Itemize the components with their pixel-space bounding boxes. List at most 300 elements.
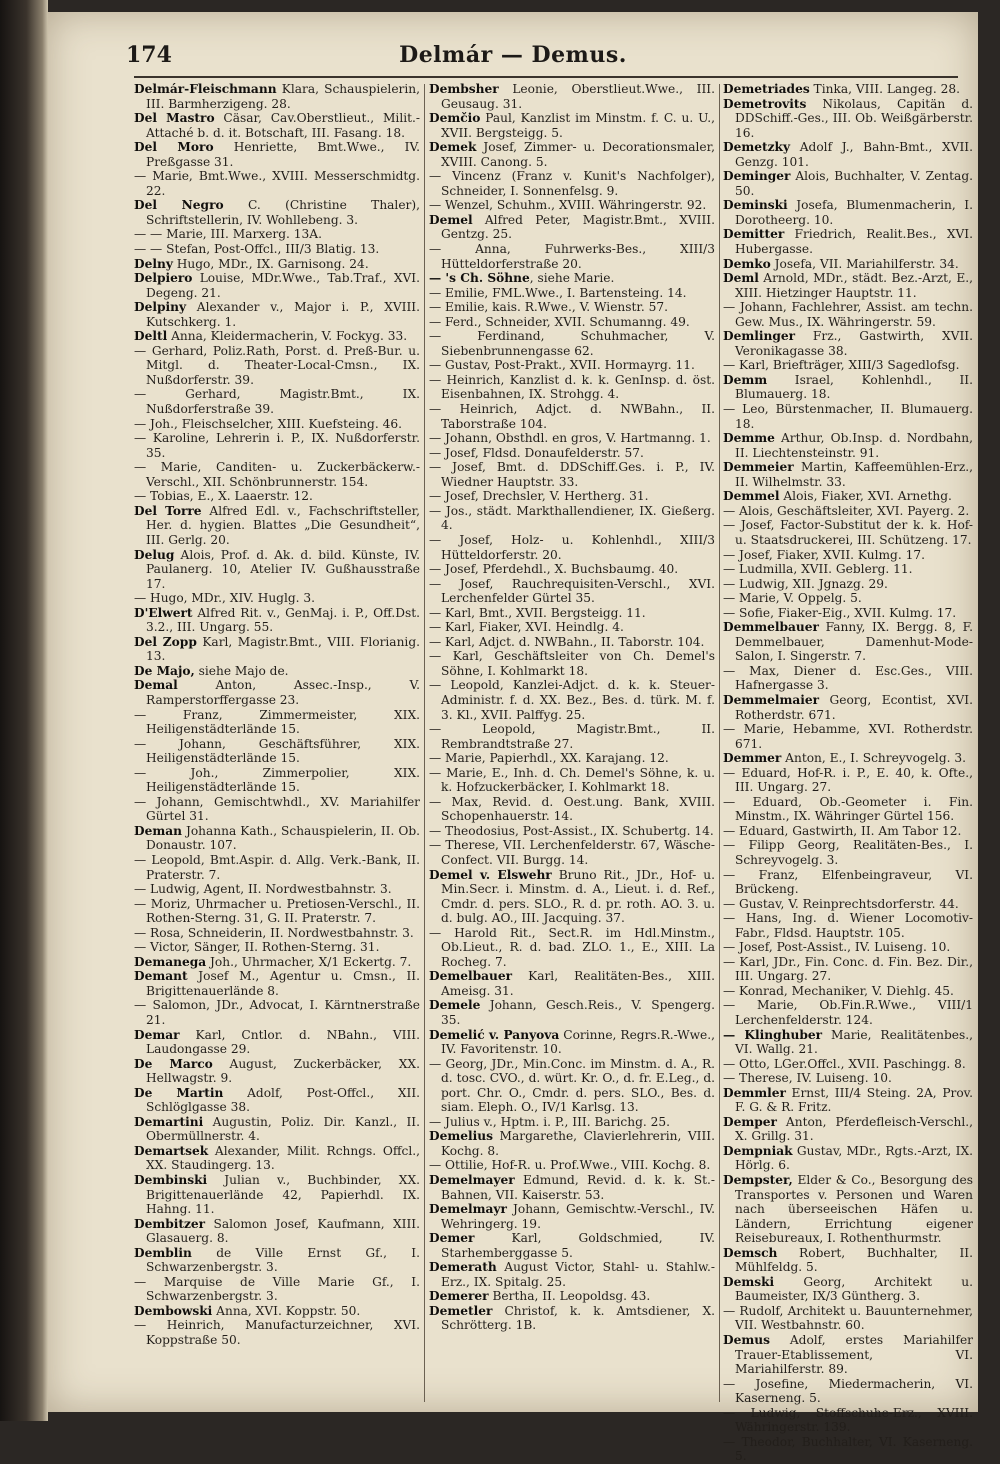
entry-details: — Josef, Holz- u. Kohlenhdl., XIII/3 Hütteldorferstr. 20.	[429, 532, 715, 562]
directory-entry	[723, 1377, 973, 1406]
directory-entry	[723, 664, 973, 693]
entry-details: — Gustav, V. Reinprechtsdorferstr. 44.	[723, 896, 959, 911]
directory-entry	[429, 329, 715, 358]
entry-details: — Eduard, Hof-R. i. P., E. 40, k. Ofte., III. Ungarg. 27.	[723, 765, 973, 795]
entry-surname: Del Negro	[134, 198, 224, 213]
directory-entry	[723, 722, 973, 751]
directory-entry	[134, 1144, 420, 1173]
entry-details: Henriette, Bmt.Wwe., IV. Preßgasse 31.	[146, 140, 420, 169]
directory-entry	[134, 1028, 420, 1057]
directory-entry	[134, 766, 420, 795]
entry-details: — Theodosius, Post-Assist., IX. Schubertg. 14.	[429, 823, 714, 838]
entry-details: Leonie, Oberstlieut.Wwe., III. Geusaug. 31.	[441, 82, 715, 111]
entry-details: Alexander v., Major i. P., XVIII. Kutschkerg. 1.	[146, 300, 420, 329]
entry-details: Anna, XVI. Koppstr. 50.	[212, 1303, 361, 1318]
entry-details: Frz., Gastwirth, XVII. Veronikagasse 38.	[735, 329, 973, 358]
entry-details: — Rudolf, Architekt u. Bauunternehmer, VII. Westbahnstr. 60.	[723, 1303, 973, 1333]
directory-entry	[134, 897, 420, 926]
entry-details: — Filipp Georg, Realitäten-Bes., I. Schreyvogelg. 3.	[723, 838, 973, 867]
entry-surname: Demetzky	[723, 140, 791, 155]
entry-details: — Julius v., Hptm. i. P., III. Barichg. 25.	[429, 1114, 671, 1129]
entry-details: — Karl, Bmt., XVII. Bergsteigg. 11.	[429, 605, 646, 620]
book-spine	[0, 0, 48, 1421]
entry-details: — Otto, LGer.Offcl., XVII. Paschingg. 8.	[723, 1056, 966, 1071]
entry-surname: Demlinger	[723, 329, 796, 344]
entry-details: — Victor, Sänger, II. Rothen-Sterng. 31.	[134, 940, 380, 955]
directory-entry	[134, 169, 420, 198]
directory-entry	[429, 562, 715, 577]
directory-entry	[429, 1173, 715, 1202]
directory-entry	[723, 1173, 973, 1246]
entry-details: — Leopold, Bmt.Aspir. d. Allg. Verk.-Bank, II. Praterstr. 7.	[134, 852, 420, 882]
directory-entry	[723, 140, 973, 169]
entry-details: — Theodor, Buchhalter, VI. Kaserneng. 5.	[723, 1434, 973, 1464]
entry-surname: Demal	[134, 678, 178, 693]
directory-entry	[723, 257, 973, 272]
entry-details: — Jos., städt. Markthallendiener, IX. Gießerg. 4.	[429, 503, 715, 533]
directory-entry	[134, 242, 420, 257]
directory-entry	[429, 722, 715, 751]
directory-entry	[134, 678, 420, 707]
entry-details: Johann, Gesch.Reis., V. Spengerg. 35.	[441, 998, 715, 1027]
entry-surname: Demerer	[429, 1289, 489, 1304]
directory-entry	[429, 460, 715, 489]
entry-details: — Eduard, Gastwirth, II. Am Tabor 12.	[723, 823, 962, 838]
directory-entry	[723, 620, 973, 664]
directory-entry	[429, 577, 715, 606]
entry-details: Bruno Rit., JDr., Hof- u. Min.Secr. i. Minstm. d. A., Lieut. i. d. Ref., Cmdr. d. pers. SLO., R. d. pr. roth. AO. 3. u. d. bulg. AO., III. Jacquing. 37.	[441, 867, 715, 926]
entry-details: Karl, Realitäten-Bes., XIII. Ameisg. 31.	[441, 969, 715, 998]
entry-details: Marie, Realitätenbes., VI. Wallg. 21.	[735, 1027, 973, 1057]
entry-surname: Delmár-Fleischmann	[134, 82, 277, 96]
entry-details: Israel, Kohlenhdl., II. Blumauerg. 18.	[735, 372, 973, 402]
directory-entry	[723, 198, 973, 227]
directory-entry	[723, 693, 973, 722]
entry-surname: Demmel	[723, 489, 780, 504]
entry-details: Anton, Assec.-Insp., V. Ramperstorffergasse 23.	[146, 678, 420, 707]
directory-entry	[723, 97, 973, 141]
entry-surname: Deminski	[723, 198, 788, 213]
entry-details: — Joh., Zimmerpolier, XIX. Heiligenstädterlände 15.	[134, 765, 420, 795]
entry-details: Adolf, Post-Offcl., XII. Schlöglgasse 38.	[146, 1085, 421, 1115]
entry-details: — Marie, V. Oppelg. 5.	[723, 591, 862, 606]
directory-entry	[134, 969, 420, 998]
directory-entry	[429, 649, 715, 678]
directory-column-1	[134, 82, 420, 1402]
entry-details: Elder & Co., Besorgung des Transportes v. Personen und Waren nach überseeischen Häfen u. Ländern, Errichtung eigener Reisebureaux, I. Rothenthurmstr.	[735, 1173, 973, 1246]
directory-entry	[429, 111, 715, 140]
entry-surname: Demm	[723, 372, 768, 387]
directory-entry	[134, 635, 420, 664]
directory-entry	[723, 329, 973, 358]
directory-entry	[134, 504, 420, 548]
directory-entry	[723, 518, 973, 547]
entry-details: — Marie, Hebamme, XVI. Rotherdstr. 671.	[723, 722, 973, 751]
directory-entry	[723, 897, 973, 912]
entry-surname: Demmler	[723, 1085, 786, 1100]
entry-details: — Marie, Canditen- u. Zuckerbäckerw.-Verschl., XII. Schönbrunnerstr. 154.	[134, 460, 420, 489]
entry-surname: Demelić v. Panyova	[429, 1027, 560, 1042]
directory-entry	[429, 1202, 715, 1231]
entry-details: siehe Majo de.	[194, 663, 289, 678]
entry-surname: Dembowski	[134, 1303, 213, 1318]
entry-details: — Karl, Geschäftsleiter von Ch. Demel's Söhne, I. Kohlmarkt 18.	[429, 649, 715, 678]
entry-surname: Demitter	[723, 227, 785, 242]
entry-details: Hugo, MDr., IX. Garnisong. 24.	[172, 256, 369, 271]
directory-entry	[134, 940, 420, 955]
entry-details: Anton, Pferdefleisch-Verschl., X. Grillg. 31.	[735, 1114, 973, 1144]
entry-surname: De Majo,	[134, 663, 195, 678]
directory-entry	[723, 1057, 973, 1072]
directory-entry	[134, 344, 420, 388]
entry-surname: Demer	[429, 1231, 475, 1246]
directory-entry	[134, 853, 420, 882]
directory-entry	[723, 1275, 973, 1304]
directory-entry	[134, 548, 420, 592]
directory-entry	[429, 766, 715, 795]
directory-entry	[429, 606, 715, 621]
entry-details: — Josef, Rauchrequisiten-Verschl., XVI. Lerchenfelder Gürtel 35.	[429, 576, 715, 606]
directory-entry	[429, 1129, 715, 1158]
directory-entry	[134, 1318, 420, 1347]
directory-entry	[134, 1275, 420, 1304]
directory-entry	[134, 82, 420, 111]
directory-entry	[429, 504, 715, 533]
entry-details: Tinka, VIII. Langeg. 28.	[809, 82, 960, 96]
entry-surname: Demmeier	[723, 460, 794, 475]
entry-details: — Franz, Elfenbeingraveur, VI. Brückeng.	[723, 867, 973, 897]
directory-entry	[134, 198, 420, 227]
directory-entry	[429, 242, 715, 271]
directory-entry	[134, 737, 420, 766]
page-number: 174	[126, 42, 172, 68]
directory-entry	[723, 577, 973, 592]
directory-entry	[723, 82, 973, 97]
directory-entry	[723, 984, 973, 999]
entry-details: Cäsar, Cav.Oberstlieut., Milit.-Attaché b. d. it. Botschaft, III. Fasang. 18.	[146, 111, 421, 140]
entry-details: Robert, Buchhalter, II. Mühlfeldg. 5.	[735, 1245, 973, 1275]
entry-details: Josef, Zimmer- u. Decorationsmaler, XVIII. Canong. 5.	[441, 140, 715, 169]
entry-details: Arthur, Ob.Insp. d. Nordbahn, II. Liechtensteinstr. 91.	[735, 431, 973, 460]
entry-surname: Demel	[429, 212, 473, 227]
entry-surname: Demus	[723, 1333, 770, 1348]
entry-surname: Demski	[723, 1274, 775, 1289]
column-divider	[424, 84, 425, 1402]
entry-details: — Eduard, Ob.-Geometer i. Fin. Minstm., IX. Währinger Gürtel 156.	[723, 794, 973, 824]
directory-entry	[723, 402, 973, 431]
directory-entry	[429, 1028, 715, 1057]
entry-details: — Marie, Ob.Fin.R.Wwe., VIII/1 Lerchenfelderstr. 124.	[723, 998, 973, 1027]
entry-details: — Harold Rit., Sect.R. im Hdl.Minstm., Ob.Lieut., R. d. bad. ZLO. 1., E., XIII. La Rocheg. 7.	[429, 925, 715, 969]
entry-details: — Ludwig, XII. Jgnazg. 29.	[723, 576, 888, 591]
directory-entry	[723, 169, 973, 198]
directory-entry	[134, 795, 420, 824]
entry-details: — Karl, JDr., Fin. Conc. d. Fin. Bez. Dir., III. Ungarg. 27.	[723, 954, 973, 984]
directory-entry	[429, 446, 715, 461]
directory-entry	[429, 140, 715, 169]
entry-details: Josef M., Agentur u. Cmsn., II. Brigittenauerlände 8.	[146, 969, 420, 998]
entry-details: — Josefine, Miedermacherin, VI. Kaserneng. 5.	[723, 1376, 973, 1406]
directory-column-3	[723, 82, 973, 1464]
directory-entry	[723, 431, 973, 460]
entry-details: Karl, Cntlor. d. NBahn., VIII. Laudongasse 29.	[146, 1027, 420, 1057]
entry-surname: Demčio	[429, 111, 481, 126]
entry-surname: D'Elwert	[134, 605, 193, 620]
entry-surname: Demele	[429, 998, 481, 1013]
directory-entry	[723, 591, 973, 606]
directory-entry	[429, 358, 715, 373]
directory-entry	[723, 504, 973, 519]
page-header	[48, 42, 978, 72]
directory-entry	[134, 329, 420, 344]
entry-details: — Josef, Drechsler, V. Hertherg. 31.	[429, 489, 649, 504]
directory-entry	[134, 606, 420, 635]
entry-details: Alexander, Milit. Rchngs. Offcl., XX. Staudingerg. 13.	[146, 1143, 420, 1173]
entry-details: — Marquise de Ville Marie Gf., I. Schwarzenbergstr. 3.	[134, 1274, 420, 1304]
directory-entry	[134, 417, 420, 432]
directory-entry	[723, 751, 973, 766]
directory-entry	[134, 257, 420, 272]
directory-entry	[134, 955, 420, 970]
directory-entry	[723, 838, 973, 867]
directory-entry	[134, 1246, 420, 1275]
entry-details: Klara, Schauspielerin, III. Barmherzigeng. 28.	[146, 82, 420, 111]
directory-entry	[429, 678, 715, 722]
directory-entry	[723, 1144, 973, 1173]
entry-details: Alois, Fiaker, XVI. Arnethg.	[779, 489, 952, 504]
directory-entry	[429, 402, 715, 431]
entry-details: Josefa, Blumenmacherin, I. Dorotheerg. 10.	[735, 198, 973, 227]
entry-details: — Rosa, Schneiderin, II. Nordwestbahnstr. 3.	[134, 925, 414, 940]
entry-details: — Hans, Ing. d. Wiener Locomotiv-Fabr., Fldsd. Hauptstr. 105.	[723, 911, 973, 940]
directory-entry	[134, 271, 420, 300]
entry-surname: Delpiero	[134, 271, 193, 286]
directory-entry	[134, 489, 420, 504]
directory-entry	[429, 1289, 715, 1304]
directory-entry	[134, 708, 420, 737]
entry-details: Anna, Kleidermacherin, V. Fockyg. 33.	[167, 329, 408, 344]
directory-entry	[134, 1304, 420, 1319]
entry-details: — Leopold, Magistr.Bmt., II. Rembrandtstraße 27.	[429, 722, 715, 751]
directory-entry	[134, 300, 420, 329]
entry-details: — Joh., Fleischselcher, XIII. Kuefsteing. 46.	[134, 416, 402, 431]
directory-entry	[723, 300, 973, 329]
entry-details: Adolf J., Bahn-Bmt., XVII. Genzg. 101.	[735, 140, 973, 169]
directory-entry	[429, 198, 715, 213]
directory-entry	[429, 926, 715, 970]
entry-details: — Ottilie, Hof-R. u. Prof.Wwe., VIII. Kochg. 8.	[429, 1158, 711, 1173]
directory-entry	[723, 795, 973, 824]
directory-entry	[723, 489, 973, 504]
entry-details: Salomon Josef, Kaufmann, XIII. Glasauerg. 8.	[146, 1216, 420, 1246]
directory-entry	[723, 460, 973, 489]
entry-details: — Johann, Fachlehrer, Assist. am techn. Gew. Mus., IX. Währingerstr. 59.	[723, 300, 973, 329]
entry-surname: Demelius	[429, 1129, 493, 1144]
entry-surname: De Martin	[134, 1085, 224, 1100]
entry-details: Georg, Econtist, XVI. Rotherdstr. 671.	[735, 692, 973, 722]
directory-entry	[429, 1304, 715, 1333]
entry-details: Alois, Prof. d. Ak. d. bild. Künste, IV. Paulanerg. 10, Atelier IV. Gußhausstraße 17.	[146, 547, 420, 591]
entry-details: — Gerhard, Poliz.Rath, Porst. d. Preß-Bur. u. Mitgl. d. Theater-Local-Cmsn., IX. Nußdorferstr. 39.	[134, 343, 420, 387]
entry-details: Fanny, IX. Bergg. 8, F. Demmelbauer, Damenhut-Mode-Salon, I. Singerstr. 7.	[735, 620, 973, 664]
entry-surname: Delny	[134, 256, 173, 271]
entry-details: — Hugo, MDr., XIV. Huglg. 3.	[134, 591, 316, 606]
entry-details: — Emilie, FML.Wwe., I. Bartensteing. 14.	[429, 285, 687, 300]
entry-details: Friedrich, Realit.Bes., XVI. Hubergasse.	[735, 227, 973, 257]
entry-surname: — 's Ch. Söhne	[429, 271, 530, 286]
directory-entry	[723, 824, 973, 839]
entry-details: Karl, Magistr.Bmt., VIII. Florianig. 13.	[146, 634, 420, 664]
directory-entry	[134, 998, 420, 1027]
entry-surname: Demelbauer	[429, 969, 513, 984]
entry-details: — Karl, Briefträger, XIII/3 Sagedlofsg.	[723, 358, 960, 373]
entry-surname: Demme	[723, 431, 775, 446]
entry-details: — Ludwig, Agent, II. Nordwestbahnstr. 3.	[134, 882, 392, 897]
entry-details: — Josef, Factor-Substitut der k. k. Hof- u. Staatsdruckerei, III. Schützeng. 17.	[723, 518, 973, 547]
entry-details: Christof, k. k. Amtsdiener, X. Schrötterg. 1B.	[441, 1303, 715, 1333]
directory-entry	[134, 460, 420, 489]
entry-details: — Johann, Gemischtwhdl., XV. Mariahilfer Gürtel 31.	[134, 794, 420, 824]
column-divider	[719, 84, 720, 1402]
directory-entry	[723, 1435, 973, 1464]
entry-details: Alfred Rit. v., GenMaj. i. P., Off.Dst. 3.2., III. Ungarg. 55.	[146, 605, 420, 635]
entry-details: — Wenzel, Schuhm., XVIII. Währingerstr. 92.	[429, 198, 707, 213]
entry-details: — Karl, Adjct. d. NWBahn., II. Taborstr. 104.	[429, 634, 705, 649]
entry-details: C. (Christine Thaler), Schriftstellerin, IV. Wohllebeng. 3.	[146, 198, 420, 227]
directory-entry	[429, 213, 715, 242]
entry-details: Paul, Kanzlist im Minstm. f. C. u. U., XVII. Bergsteigg. 5.	[441, 111, 715, 140]
directory-entry	[723, 940, 973, 955]
entry-surname: Del Torre	[134, 503, 202, 518]
directory-entry	[134, 591, 420, 606]
directory-entry	[429, 824, 715, 839]
header-rule	[134, 76, 958, 78]
directory-entry	[723, 868, 973, 897]
entry-details: August, Zuckerbäcker, XX. Hellwagstr. 9.	[146, 1056, 420, 1086]
entry-details: Josefa, VII. Mariahilferstr. 34.	[770, 256, 959, 271]
directory-entry	[134, 431, 420, 460]
directory-entry	[723, 358, 973, 373]
running-head: Delmár — Demus.	[399, 42, 627, 68]
entry-details: — Johann, Geschäftsführer, XIX. Heiligenstädterlände 15.	[134, 736, 420, 766]
directory-entry	[723, 373, 973, 402]
directory-entry	[429, 635, 715, 650]
entry-surname: Demmer	[723, 751, 782, 766]
entry-details: — Salomon, JDr., Advocat, I. Kärntnerstraße 21.	[134, 998, 420, 1027]
entry-details: — Sofie, Fiaker-Eig., XVII. Kulmg. 17.	[723, 605, 957, 620]
entry-details: Edmund, Revid. d. k. k. St.-Bahnen, VII. Kaiserstr. 53.	[441, 1173, 715, 1202]
entry-surname: Demetrovits	[723, 96, 807, 111]
entry-details: Alfred Peter, Magistr.Bmt., XVIII. Gentzg. 25.	[441, 212, 715, 242]
directory-entry	[723, 1246, 973, 1275]
entry-details: — Ludwig, Stoffschuhe-Erz., XVIII. Währingerstr. 139.	[723, 1405, 973, 1435]
entry-surname: Demar	[134, 1027, 180, 1042]
entry-surname: Demel v. Elswehr	[429, 867, 552, 882]
entry-details: Louise, MDr.Wwe., Tab.Traf., XVI. Degeng. 21.	[146, 271, 420, 300]
entry-details: de Ville Ernst Gf., I. Schwarzenbergstr. 3.	[146, 1245, 420, 1275]
entry-details: — Tobias, E., X. Laaerstr. 12.	[134, 489, 313, 504]
entry-details: — Ludmilla, XVII. Geblerg. 11.	[723, 562, 913, 577]
directory-entry	[723, 766, 973, 795]
directory-page	[48, 12, 978, 1464]
entry-details: — Heinrich, Kanzlist d. k. k. GenInsp. d. öst. Eisenbahnen, IX. Strohgg. 4.	[429, 372, 715, 402]
entry-details: Margarethe, Clavierlehrerin, VIII. Kochg. 8.	[441, 1129, 715, 1158]
directory-entry	[429, 998, 715, 1027]
entry-details: — Leo, Bürstenmacher, II. Blumauerg. 18.	[723, 402, 973, 431]
entry-surname: Demetriades	[723, 82, 810, 96]
entry-surname: Demerath	[429, 1260, 497, 1275]
directory-entry	[723, 1115, 973, 1144]
directory-entry	[429, 620, 715, 635]
entry-surname: Demartsek	[134, 1143, 209, 1158]
directory-entry	[723, 1028, 973, 1057]
directory-entry	[134, 664, 420, 679]
directory-entry	[723, 911, 973, 940]
entry-surname: Demko	[723, 256, 771, 271]
directory-entry	[429, 1260, 715, 1289]
directory-entry	[134, 111, 420, 140]
directory-entry	[723, 548, 973, 563]
entry-surname: Dembinski	[134, 1173, 208, 1188]
entry-details: — Marie, E., Inh. d. Ch. Demel's Söhne, k. u. k. Hofzuckerbäcker, I. Kohlmarkt 18.	[429, 765, 715, 795]
entry-surname: Dembitzer	[134, 1216, 206, 1231]
directory-entry	[723, 1333, 973, 1377]
directory-entry	[429, 315, 715, 330]
entry-surname: Deman	[134, 823, 182, 838]
entry-details: — — Stefan, Post-Offcl., III/3 Blatig. 13.	[134, 242, 380, 257]
directory-entry	[723, 606, 973, 621]
entry-surname: — Klinghuber	[723, 1027, 823, 1042]
entry-surname: Demanega	[134, 954, 207, 969]
entry-details: Johann, Gemischtw.-Verschl., IV. Wehringerg. 19.	[441, 1202, 715, 1231]
entry-surname: Demant	[134, 969, 188, 984]
entry-details: — — Marie, III. Marxerg. 13A.	[134, 227, 322, 242]
directory-entry	[723, 998, 973, 1027]
entry-details: Corinne, Regrs.R.-Wwe., IV. Favoritenstr. 10.	[441, 1027, 715, 1057]
directory-entry	[429, 373, 715, 402]
directory-column-2	[429, 82, 715, 1402]
entry-surname: Del Zopp	[134, 634, 197, 649]
entry-surname: Demartini	[134, 1114, 204, 1129]
entry-details: — Josef, Pferdehdl., X. Buchsbaumg. 40.	[429, 562, 679, 577]
entry-details: Gustav, MDr., Rgts.-Arzt, IX. Hörlg. 6.	[735, 1143, 973, 1173]
directory-entry	[134, 140, 420, 169]
directory-entry	[723, 227, 973, 256]
entry-surname: Demek	[429, 140, 477, 155]
entry-details: , siehe Marie.	[529, 271, 615, 286]
directory-entry	[429, 300, 715, 315]
entry-surname: Deminger	[723, 169, 791, 184]
entry-details: — Vincenz (Franz v. Kunit's Nachfolger), Schneider, I. Sonnenfelsg. 9.	[429, 169, 715, 198]
entry-surname: Dempniak	[723, 1143, 793, 1158]
directory-entry	[134, 926, 420, 941]
directory-entry	[429, 82, 715, 111]
entry-surname: Demmelmaier	[723, 692, 820, 707]
directory-entry	[429, 795, 715, 824]
entry-details: — Ferdinand, Schuhmacher, V. Siebenbrunnengasse 62.	[429, 329, 715, 358]
entry-details: — Moriz, Uhrmacher u. Pretiosen-Verschl., II. Rothen-Sterng. 31, G. II. Praterstr. 7.	[134, 896, 420, 926]
entry-surname: Deml	[723, 271, 759, 286]
entry-details: Alfred Edl. v., Fachschriftsteller, Her. d. hygien. Blattes „Die Gesundheit“, III. Gerlg. 20.	[146, 503, 420, 547]
entry-details: — Johann, Obsthdl. en gros, V. Hartmanng. 1.	[429, 431, 711, 446]
entry-surname: Demblin	[134, 1245, 192, 1260]
entry-details: — Karoline, Lehrerin i. P., IX. Nußdorferstr. 35.	[134, 431, 420, 460]
entry-details: — Gustav, Post-Prakt., XVII. Hormayrg. 11.	[429, 358, 695, 373]
directory-entry	[429, 969, 715, 998]
directory-entry	[429, 751, 715, 766]
entry-details: — Alois, Geschäftsleiter, XVI. Payerg. 2.	[723, 503, 970, 518]
directory-entry	[429, 286, 715, 301]
